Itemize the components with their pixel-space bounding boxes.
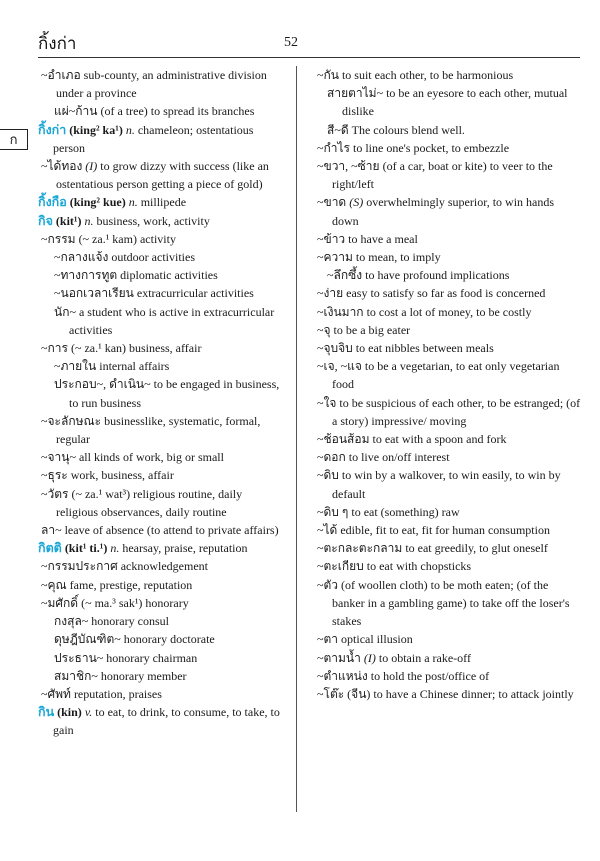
subentry-thai: ~ตามน้ำ <box>317 650 361 665</box>
subentry-thai: ~เงินมาก <box>317 304 364 319</box>
subentry-thai: ~ตะเกียบ <box>317 559 364 574</box>
dictionary-subentry <box>312 193 582 229</box>
dictionary-subentry <box>312 230 582 248</box>
subentry-thai: ~โต๊ะ (จีน) <box>317 686 371 701</box>
subentry-thai: ~ดิบ ๆ <box>317 504 349 519</box>
pronunciation: (kit¹) <box>52 213 82 228</box>
definition: to have a Chinese dinner; to attack jointly <box>370 686 574 701</box>
definition: (of woollen cloth) to be moth eaten; (of the banker in a gambling game) to take off the loser's stakes <box>332 577 570 629</box>
page-number: 52 <box>284 35 298 50</box>
dictionary-subentry <box>38 66 286 102</box>
definition: (of a tree) to spread its branches <box>97 104 255 119</box>
thumb-index-tab[interactable]: ก <box>0 129 28 150</box>
running-head-word: กิ้งก่า <box>38 34 77 54</box>
headword: กิจ <box>38 212 53 228</box>
definition: to suit each other, to be harmonious <box>338 68 514 82</box>
definition: to win by a walkover, to win easily, to win by default <box>332 468 561 501</box>
dictionary-subentry <box>38 412 286 448</box>
subentry-thai: ~จะลักษณะ <box>41 413 102 428</box>
dictionary-subentry <box>312 649 582 667</box>
subentry-thai: ~ใจ <box>317 395 337 410</box>
subentry-thai: ~ภายใน <box>54 359 97 374</box>
definition: outdoor activities <box>108 250 195 265</box>
dictionary-subentry <box>312 248 582 266</box>
subentry-thai: ~ความ <box>317 250 353 265</box>
dictionary-subentry <box>38 357 286 375</box>
dictionary-subentry <box>38 339 286 357</box>
dictionary-subentry <box>312 539 582 557</box>
subentry-thai: ~กัน <box>317 68 339 82</box>
dictionary-subentry <box>38 375 286 411</box>
subentry-thai: ~การ <box>41 341 68 356</box>
dictionary-subentry <box>312 66 582 84</box>
pronunciation: (king² ka¹) <box>66 122 123 137</box>
definition: internal affairs <box>96 359 170 374</box>
dictionary-subentry <box>38 448 286 466</box>
definition: to be engaged in business, to run business <box>69 377 280 410</box>
dictionary-headword-entry <box>38 121 286 157</box>
dictionary-subentry <box>312 139 582 157</box>
definition: hearsay, praise, reputation <box>119 541 248 556</box>
dictionary-subentry <box>38 485 286 521</box>
subentry-thai: ~ทางการทูต <box>54 268 118 283</box>
definition: sub-county, an administrative division under a province <box>56 68 267 101</box>
definition: (~ za.¹ kan) business, affair <box>67 341 202 356</box>
dictionary-headword-entry <box>38 212 286 230</box>
definition: to eat with chopsticks <box>363 559 472 574</box>
subentry-thai: ~กลางแจ้ง <box>54 250 109 265</box>
subentry-thai: ~ขาด <box>317 195 347 210</box>
definition: to mean, to imply <box>352 250 441 265</box>
dictionary-subentry <box>312 357 582 393</box>
headword: กิ้งกือ <box>38 194 67 210</box>
dictionary-subentry <box>38 685 286 703</box>
dictionary-subentry <box>38 230 286 248</box>
definition: honorary consul <box>88 614 169 629</box>
subentry-thai: ~กรรม <box>41 231 76 246</box>
dictionary-subentry <box>312 394 582 430</box>
subentry-thai: ประธาน~ <box>54 650 104 665</box>
dictionary-subentry <box>38 521 286 539</box>
dictionary-subentry <box>312 521 582 539</box>
subentry-thai: สี~ดี <box>327 122 349 137</box>
definition: to be an eyesore to each other, mutual dislike <box>342 86 568 119</box>
definition: diplomatic activities <box>117 268 218 283</box>
dictionary-subentry <box>38 466 286 484</box>
definition: honorary chairman <box>103 650 198 665</box>
subentry-thai: ~ตำแหน่ง <box>317 668 368 683</box>
definition: optical illusion <box>338 632 413 647</box>
right-column <box>312 66 582 703</box>
definition: to eat with a spoon and fork <box>369 432 507 447</box>
dictionary-subentry <box>312 284 582 302</box>
definition: to have profound implications <box>362 268 510 283</box>
pronunciation: (king² kue) <box>66 195 126 210</box>
subentry-thai: ~ง่าย <box>317 286 344 301</box>
part-of-speech: n. <box>107 541 120 556</box>
dictionary-subentry <box>312 157 582 193</box>
subentry-thai: แผ่~ก้าน <box>54 104 98 119</box>
definition: to live on/off interest <box>345 450 450 465</box>
headword: กิ้งก่า <box>38 121 67 137</box>
subentry-thai: ลา~ <box>41 523 62 538</box>
subentry-thai: ดุษฎีบัณฑิต~ <box>54 632 121 647</box>
part-of-speech: n. <box>125 195 138 210</box>
subentry-thai: ~ข้าว <box>317 231 346 246</box>
dictionary-subentry <box>38 649 286 667</box>
dictionary-subentry <box>312 576 582 631</box>
dictionary-headword-entry <box>38 193 286 211</box>
subentry-thai: ~ช้อนส้อม <box>317 432 370 447</box>
dictionary-subentry <box>312 503 582 521</box>
definition: to be a vegetarian, to eat only vegetarian food <box>332 359 560 392</box>
definition: to eat (something) raw <box>348 504 460 519</box>
subentry-thai: ประกอบ~, ดำเนิน~ <box>54 377 151 392</box>
definition: leave of absence (to attend to private affairs) <box>61 523 279 538</box>
dictionary-subentry <box>312 466 582 502</box>
part-of-speech: n. <box>122 122 135 137</box>
subentry-thai: ~ตา <box>317 632 339 647</box>
usage-label: (I) <box>82 159 98 174</box>
definition: The colours blend well. <box>348 122 465 137</box>
subentry-thai: ~ธุระ <box>41 468 68 483</box>
definition: to line one's pocket, to embezzle <box>349 140 510 155</box>
usage-label: (S) <box>346 195 364 210</box>
subentry-thai: ~จุ <box>317 322 331 337</box>
dictionary-subentry <box>312 121 582 139</box>
definition: a student who is active in extracurricular activities <box>69 304 275 337</box>
dictionary-subentry <box>38 667 286 685</box>
definition: (~ ma.³ sak¹) honorary <box>78 595 189 610</box>
part-of-speech: v. <box>81 705 93 720</box>
dictionary-subentry <box>38 594 286 612</box>
dictionary-subentry <box>312 630 582 648</box>
definition: easy to satisfy so far as food is concerned <box>343 286 546 301</box>
dictionary-subentry <box>38 557 286 575</box>
dictionary-subentry <box>38 248 286 266</box>
definition: to hold the post/office of <box>367 668 490 683</box>
subentry-thai: สายตาไม่~ <box>327 86 384 101</box>
definition: to eat greedily, to glut oneself <box>402 541 548 556</box>
dictionary-subentry <box>312 266 582 284</box>
definition: edible, fit to eat, fit for human consumption <box>337 523 550 538</box>
subentry-thai: ~ลึกซึ้ง <box>327 268 363 283</box>
pronunciation: (kin) <box>54 705 82 720</box>
subentry-thai: ~จานุ~ <box>41 450 76 465</box>
definition: reputation, praises <box>70 686 162 701</box>
definition: extracurricular activities <box>133 286 254 301</box>
subentry-thai: ~เจ, ~แจ <box>317 359 362 374</box>
subentry-thai: ~ตะกละตะกลาม <box>317 541 403 556</box>
headword: กิตติ <box>38 540 62 556</box>
subentry-thai: ~นอกเวลาเรียน <box>54 286 134 301</box>
definition: (of a car, boat or kite) to veer to the right/left <box>332 159 553 192</box>
dictionary-subentry <box>312 557 582 575</box>
dictionary-subentry <box>312 339 582 357</box>
subentry-thai: ~ตัว <box>317 577 339 592</box>
subentry-thai: ~ขวา, ~ซ้าย <box>317 159 380 174</box>
subentry-thai: ~อำเภอ <box>41 68 81 82</box>
subentry-thai: ~มศักดิ์ <box>41 595 79 610</box>
dictionary-subentry <box>312 430 582 448</box>
subentry-thai: ~ดิบ <box>317 468 339 483</box>
subentry-thai: ~ได้ <box>317 523 338 538</box>
definition: to be suspicious of each other, to be estranged; (of a story) impressive/ moving <box>332 395 581 428</box>
definition: (~ za.¹ kam) activity <box>75 231 176 246</box>
definition: to be a big eater <box>330 322 411 337</box>
subentry-thai: ~กรรมประกาศ <box>41 559 118 574</box>
left-column <box>38 66 286 740</box>
subentry-thai: กงสุล~ <box>54 614 89 629</box>
definition: acknowledgement <box>117 559 208 574</box>
dictionary-headword-entry <box>38 539 286 557</box>
part-of-speech: n. <box>81 213 94 228</box>
definition: chameleon; ostentatious person <box>53 122 254 155</box>
definition: millipede <box>137 195 187 210</box>
dictionary-subentry <box>312 448 582 466</box>
dictionary-subentry <box>38 284 286 302</box>
dictionary-subentry <box>38 266 286 284</box>
dictionary-subentry <box>312 84 582 120</box>
subentry-thai: สมาชิก~ <box>54 668 98 683</box>
column-divider <box>296 66 297 812</box>
definition: business, work, activity <box>93 213 210 228</box>
definition: to obtain a rake-off <box>375 650 471 665</box>
dictionary-subentry <box>312 321 582 339</box>
definition: overwhelmingly superior, to win hands down <box>332 195 555 228</box>
dictionary-subentry <box>38 576 286 594</box>
definition: to eat, to drink, to consume, to take, to gain <box>53 705 280 738</box>
definition: to eat nibbles between meals <box>352 341 494 356</box>
definition: honorary doctorate <box>120 632 215 647</box>
dictionary-subentry <box>38 630 286 648</box>
subentry-thai: ~วัตร <box>41 486 69 501</box>
definition: work, business, affair <box>67 468 174 483</box>
dictionary-subentry <box>38 303 286 339</box>
subentry-thai: นัก~ <box>54 304 76 319</box>
definition: to cost a lot of money, to be costly <box>363 304 532 319</box>
definition: businesslike, systematic, formal, regular <box>56 413 261 447</box>
dictionary-subentry <box>312 685 582 703</box>
dictionary-subentry <box>38 612 286 630</box>
pronunciation: (kit¹ ti.¹) <box>61 541 108 556</box>
subentry-thai: ~คุณ <box>41 577 67 592</box>
subentry-thai: ~กำไร <box>317 140 350 155</box>
header-rule <box>38 57 580 58</box>
definition: (~ za.¹ wat³) religious routine, daily religious observances, daily routine <box>56 486 243 519</box>
subentry-thai: ~ได้ทอง <box>41 159 83 174</box>
definition: to grow dizzy with success (like an ostentatious person getting a piece of gold) <box>56 159 269 192</box>
definition: honorary member <box>97 668 187 683</box>
dictionary-subentry <box>312 303 582 321</box>
subentry-thai: ~ศัพท์ <box>41 686 71 701</box>
dictionary-subentry <box>312 667 582 685</box>
dictionary-subentry <box>38 157 286 193</box>
usage-label: (I) <box>360 650 376 665</box>
headword: กิน <box>38 704 55 720</box>
subentry-thai: ~จุบจิบ <box>317 341 353 356</box>
definition: fame, prestige, reputation <box>66 577 193 592</box>
dictionary-headword-entry <box>38 703 286 739</box>
subentry-thai: ~ดอก <box>317 450 346 465</box>
definition: to have a meal <box>345 231 418 246</box>
definition: all kinds of work, big or small <box>75 450 224 465</box>
dictionary-subentry <box>38 102 286 120</box>
